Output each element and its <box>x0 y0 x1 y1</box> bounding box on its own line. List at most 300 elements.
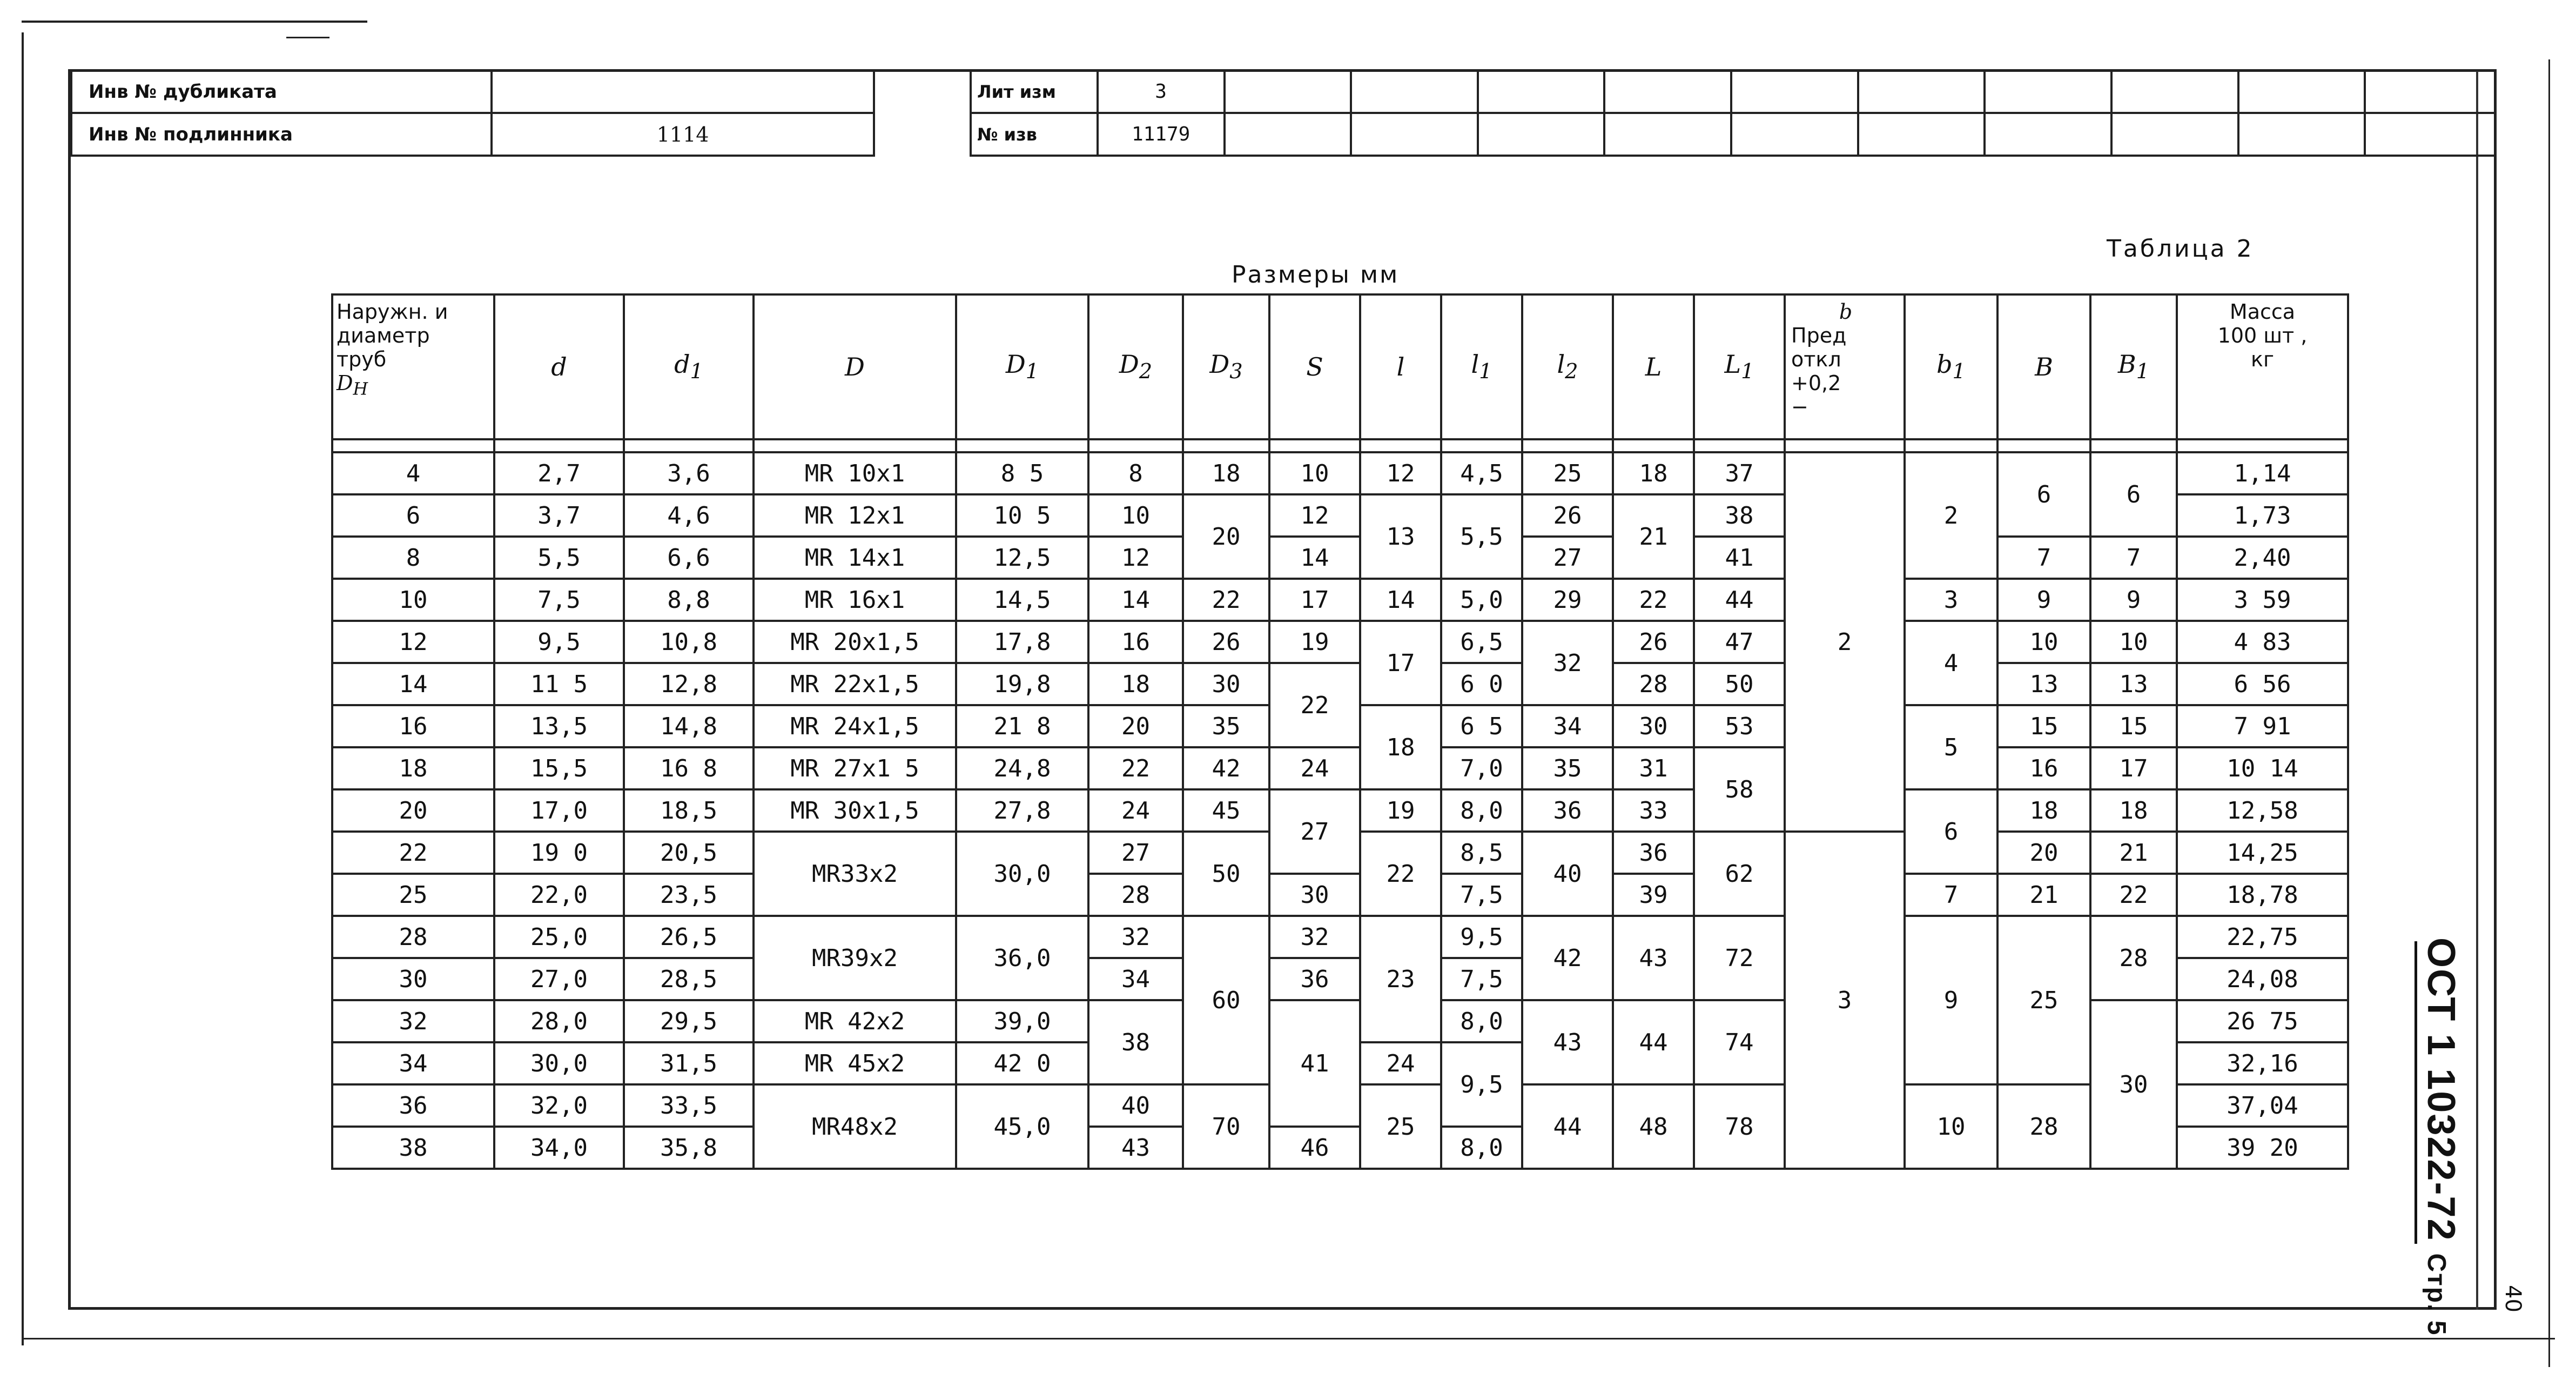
cell-dn: 36 <box>332 1084 494 1127</box>
stamp-row <box>971 113 2496 156</box>
cell-l: 24 <box>1360 1042 1441 1084</box>
cell-l2: 40 <box>1522 832 1613 916</box>
standard-code-text <box>2419 937 2463 1336</box>
header-symbol: D <box>1119 350 1139 379</box>
cell-b: 3 <box>1785 832 1905 1169</box>
cell-D1: 21 8 <box>956 705 1088 747</box>
header-symbol: D <box>1005 350 1026 379</box>
cell-dn: 12 <box>332 621 494 663</box>
cell-d: 34,0 <box>494 1127 624 1169</box>
header-line: откл <box>1791 347 1841 371</box>
cell-L: 28 <box>1613 663 1694 705</box>
cell-b1: 5 <box>1905 705 1997 789</box>
cell-b1: 6 <box>1905 789 1997 874</box>
standard-code: ОСТ 1 10322-72 <box>2419 937 2463 1242</box>
cell-B1: 7 <box>2090 537 2177 579</box>
stamp-value: 11179 <box>1098 113 1225 156</box>
cell-l1: 5,0 <box>1441 579 1522 621</box>
header-line: +0,2 <box>1791 371 1841 395</box>
cell-S: 14 <box>1269 537 1360 579</box>
cell-B1: 9 <box>2090 579 2177 621</box>
cell-l2: 35 <box>1522 747 1613 789</box>
cell-l1: 9,5 <box>1441 916 1522 958</box>
cell-d: 30,0 <box>494 1042 624 1084</box>
cell-l1: 7,0 <box>1441 747 1522 789</box>
cell-d1: 29,5 <box>624 1000 754 1042</box>
header-subscript: 1 <box>1741 359 1754 384</box>
cell-d: 32,0 <box>494 1084 624 1127</box>
cell-d1: 18,5 <box>624 789 754 832</box>
table-row <box>332 789 2348 832</box>
stamp-value <box>492 70 874 113</box>
cell-D1: 30,0 <box>956 832 1088 916</box>
cell-B1: 21 <box>2090 832 2177 874</box>
cell-L1: 72 <box>1694 916 1785 1000</box>
stamp-label: № изв <box>971 113 1098 156</box>
header-symbol: l <box>1557 350 1565 379</box>
cell-d: 3,7 <box>494 494 624 537</box>
stamp-cell <box>1858 113 1985 156</box>
units-label: Размеры мм <box>1232 261 1400 289</box>
cell-mass: 12,58 <box>2177 789 2348 832</box>
col-header-d1 <box>624 294 754 439</box>
cell-L1: 37 <box>1694 452 1785 494</box>
header-symbol: b <box>1839 300 1853 324</box>
cell-L: 36 <box>1613 832 1694 874</box>
stamp-cell <box>1478 113 1605 156</box>
cell-d1: 3,6 <box>624 452 754 494</box>
cell-D1: 19,8 <box>956 663 1088 705</box>
cell-d: 27,0 <box>494 958 624 1000</box>
cell-d: 19 0 <box>494 832 624 874</box>
cell-B: 25 <box>1997 916 2090 1084</box>
cell-D1: 45,0 <box>956 1084 1088 1169</box>
cell-mass: 37,04 <box>2177 1084 2348 1127</box>
stamp-changes <box>970 69 2497 157</box>
header-gap <box>332 439 2348 452</box>
cell-S: 36 <box>1269 958 1360 1000</box>
header-symbol: D <box>845 352 865 381</box>
cell-mass: 2,40 <box>2177 537 2348 579</box>
cell-l1: 8,5 <box>1441 832 1522 874</box>
cell-S: 24 <box>1269 747 1360 789</box>
cell-dn: 20 <box>332 789 494 832</box>
cell-D1: 17,8 <box>956 621 1088 663</box>
cell-B1: 17 <box>2090 747 2177 789</box>
cell-d1: 12,8 <box>624 663 754 705</box>
header-symbol: d <box>551 352 567 381</box>
stamp-cell <box>2111 70 2238 113</box>
cell-B1: 15 <box>2090 705 2177 747</box>
cell-d: 9,5 <box>494 621 624 663</box>
cell-dn: 25 <box>332 874 494 916</box>
cell-d: 22,0 <box>494 874 624 916</box>
cell-S: 19 <box>1269 621 1360 663</box>
cell-mass: 6 56 <box>2177 663 2348 705</box>
cell-dn: 22 <box>332 832 494 874</box>
cell-S: 22 <box>1269 663 1360 747</box>
col-header-l1 <box>1441 294 1522 439</box>
cell-mass: 3 59 <box>2177 579 2348 621</box>
cell-S: 17 <box>1269 579 1360 621</box>
cell-mass: 14,25 <box>2177 832 2348 874</box>
cell-d1: 10,8 <box>624 621 754 663</box>
col-header-D <box>754 294 956 439</box>
header-line: Масса <box>2229 300 2296 324</box>
cell-b1: 2 <box>1905 452 1997 579</box>
cell-L1: 58 <box>1694 747 1785 832</box>
cell-L1: 41 <box>1694 537 1785 579</box>
cell-S: 10 <box>1269 452 1360 494</box>
cell-d1: 4,6 <box>624 494 754 537</box>
cell-l1: 8,0 <box>1441 789 1522 832</box>
header-symbol: D <box>1209 350 1230 379</box>
cell-L: 39 <box>1613 874 1694 916</box>
stamp-cell <box>1351 113 1478 156</box>
header-line: 100 шт , <box>2217 324 2308 347</box>
cell-dn: 14 <box>332 663 494 705</box>
cell-D3: 35 <box>1183 705 1269 747</box>
col-header-D3 <box>1183 294 1269 439</box>
cell-L1: 38 <box>1694 494 1785 537</box>
cell-D: MR 45x2 <box>754 1042 956 1084</box>
header-symbol: B <box>2035 352 2053 381</box>
cell-B1: 22 <box>2090 874 2177 916</box>
header-subscript: 1 <box>1479 359 1492 384</box>
cell-B: 6 <box>1997 452 2090 537</box>
cell-S: 30 <box>1269 874 1360 916</box>
cell-mass: 39 20 <box>2177 1127 2348 1169</box>
cell-l: 14 <box>1360 579 1441 621</box>
bottom-edge-line <box>22 1338 2555 1339</box>
cell-D1: 27,8 <box>956 789 1088 832</box>
col-header-l <box>1360 294 1441 439</box>
header-symbol: b <box>1936 350 1953 379</box>
cell-B: 9 <box>1997 579 2090 621</box>
cell-L1: 50 <box>1694 663 1785 705</box>
cell-D: MR48x2 <box>754 1084 956 1169</box>
col-header-L <box>1613 294 1694 439</box>
cell-L: 21 <box>1613 494 1694 579</box>
header-row <box>332 294 2348 439</box>
cell-D1: 12,5 <box>956 537 1088 579</box>
cell-d1: 20,5 <box>624 832 754 874</box>
stamp-cell <box>1225 113 1351 156</box>
cell-B: 16 <box>1997 747 2090 789</box>
cell-S: 41 <box>1269 1000 1360 1127</box>
col-header-l2 <box>1522 294 1613 439</box>
cell-L: 48 <box>1613 1084 1694 1169</box>
cell-L: 26 <box>1613 621 1694 663</box>
stamp-cell <box>2365 70 2496 113</box>
col-header-b1 <box>1905 294 1997 439</box>
stamp-label: Инв № подлинника <box>71 113 492 156</box>
cell-B1: 18 <box>2090 789 2177 832</box>
cell-D: MR 42x2 <box>754 1000 956 1042</box>
cell-dn: 10 <box>332 579 494 621</box>
cell-L: 22 <box>1613 579 1694 621</box>
cell-d: 15,5 <box>494 747 624 789</box>
cell-D: MR 30x1,5 <box>754 789 956 832</box>
cell-d1: 28,5 <box>624 958 754 1000</box>
cell-d: 2,7 <box>494 452 624 494</box>
header-subscript: 1 <box>1025 359 1039 384</box>
cell-dn: 18 <box>332 747 494 789</box>
cell-S: 27 <box>1269 789 1360 874</box>
cell-l2: 44 <box>1522 1084 1613 1169</box>
cell-d1: 23,5 <box>624 874 754 916</box>
stamp-cell <box>1604 113 1731 156</box>
table-row <box>332 916 2348 958</box>
left-edge-line <box>22 32 24 1345</box>
cell-L: 30 <box>1613 705 1694 747</box>
cell-D2: 20 <box>1088 705 1183 747</box>
cell-dn: 28 <box>332 916 494 958</box>
cell-D1: 10 5 <box>956 494 1088 537</box>
cell-L1: 47 <box>1694 621 1785 663</box>
cell-l: 22 <box>1360 832 1441 916</box>
cell-mass: 1,14 <box>2177 452 2348 494</box>
cell-D2: 18 <box>1088 663 1183 705</box>
cell-mass: 26 75 <box>2177 1000 2348 1042</box>
cell-dn: 6 <box>332 494 494 537</box>
cell-mass: 10 14 <box>2177 747 2348 789</box>
cell-D2: 24 <box>1088 789 1183 832</box>
cell-dn: 30 <box>332 958 494 1000</box>
col-header-b <box>1785 294 1905 439</box>
cell-l: 19 <box>1360 789 1441 832</box>
cell-D1: 36,0 <box>956 916 1088 1000</box>
cell-B: 7 <box>1997 537 2090 579</box>
cell-d1: 16 8 <box>624 747 754 789</box>
header-subscript: Н <box>353 379 368 399</box>
cell-l2: 29 <box>1522 579 1613 621</box>
cell-L: 33 <box>1613 789 1694 832</box>
cell-l1: 6 5 <box>1441 705 1522 747</box>
header-symbol: B <box>2117 350 2136 379</box>
cell-B: 18 <box>1997 789 2090 832</box>
cell-d: 17,0 <box>494 789 624 832</box>
cell-dn: 8 <box>332 537 494 579</box>
page-label: Стр. 5 <box>2422 1253 2451 1336</box>
cell-D: MR39x2 <box>754 916 956 1000</box>
cell-B1: 28 <box>2090 916 2177 1000</box>
cell-D2: 14 <box>1088 579 1183 621</box>
cell-l: 12 <box>1360 452 1441 494</box>
cell-dn: 32 <box>332 1000 494 1042</box>
cell-L1: 44 <box>1694 579 1785 621</box>
cell-l1: 9,5 <box>1441 1042 1522 1127</box>
header-subscript: 2 <box>1565 359 1578 384</box>
table-caption: Таблица 2 <box>2107 235 2254 263</box>
cell-l: 17 <box>1360 621 1441 705</box>
cell-D2: 27 <box>1088 832 1183 874</box>
cell-d: 28,0 <box>494 1000 624 1042</box>
col-header-D1 <box>956 294 1088 439</box>
cell-mass: 7 91 <box>2177 705 2348 747</box>
top-rule <box>22 21 367 23</box>
cell-l1: 8,0 <box>1441 1127 1522 1169</box>
header-line: Наружн. и <box>337 300 448 324</box>
cell-L: 44 <box>1613 1000 1694 1084</box>
col-header-dn <box>332 294 494 439</box>
cell-L: 31 <box>1613 747 1694 789</box>
header-line: труб <box>337 347 387 371</box>
table-row <box>332 452 2348 494</box>
cell-dn: 16 <box>332 705 494 747</box>
header-symbol: D <box>337 371 353 395</box>
col-header-B1 <box>2090 294 2177 439</box>
cell-D2: 34 <box>1088 958 1183 1000</box>
cell-D3: 60 <box>1183 916 1269 1084</box>
header-symbol: L <box>1645 352 1662 381</box>
page-number-text: 40 <box>2500 1285 2525 1312</box>
cell-b1: 7 <box>1905 874 1997 916</box>
cell-D2: 43 <box>1088 1127 1183 1169</box>
stamp-cell <box>1225 70 1351 113</box>
cell-L1: 53 <box>1694 705 1785 747</box>
cell-B: 20 <box>1997 832 2090 874</box>
cell-D3: 26 <box>1183 621 1269 663</box>
cell-l2: 32 <box>1522 621 1613 705</box>
stamp-cell <box>1604 70 1731 113</box>
cell-L1: 62 <box>1694 832 1785 916</box>
header-line: − <box>1791 395 1808 419</box>
header-subscript: 3 <box>1229 359 1243 384</box>
cell-l2: 43 <box>1522 1000 1613 1084</box>
col-header-L1 <box>1694 294 1785 439</box>
cell-D3: 22 <box>1183 579 1269 621</box>
stamp-cell <box>2238 70 2365 113</box>
cell-mass: 32,16 <box>2177 1042 2348 1084</box>
cell-l1: 5,5 <box>1441 494 1522 579</box>
table-row <box>332 747 2348 789</box>
stamp-row <box>971 70 2496 113</box>
cell-D3: 45 <box>1183 789 1269 832</box>
stamp-cell <box>1351 70 1478 113</box>
cell-L1: 78 <box>1694 1084 1785 1169</box>
cell-L1: 74 <box>1694 1000 1785 1084</box>
cell-B1: 6 <box>2090 452 2177 537</box>
cell-D1: 24,8 <box>956 747 1088 789</box>
designation-rule <box>2414 941 2417 1244</box>
cell-d1: 31,5 <box>624 1042 754 1084</box>
cell-D1: 14,5 <box>956 579 1088 621</box>
cell-d1: 26,5 <box>624 916 754 958</box>
stamp-cell <box>2111 113 2238 156</box>
cell-L: 43 <box>1613 916 1694 1000</box>
cell-B: 10 <box>1997 621 2090 663</box>
cell-D: MR 22x1,5 <box>754 663 956 705</box>
stamp-cell <box>1985 113 2111 156</box>
top-rule-short <box>286 37 329 38</box>
cell-d1: 14,8 <box>624 705 754 747</box>
cell-B1: 13 <box>2090 663 2177 705</box>
header-symbol: L <box>1724 350 1741 379</box>
right-edge-line <box>2548 59 2550 1367</box>
cell-d1: 33,5 <box>624 1084 754 1127</box>
cell-S: 12 <box>1269 494 1360 537</box>
stamp-value: 3 <box>1098 70 1225 113</box>
stamp-cell <box>2365 113 2496 156</box>
cell-dn: 38 <box>332 1127 494 1169</box>
stamp-value: 1114 <box>492 113 874 156</box>
cell-d: 11 5 <box>494 663 624 705</box>
cell-d: 13,5 <box>494 705 624 747</box>
cell-D3: 18 <box>1183 452 1269 494</box>
cell-l: 18 <box>1360 705 1441 789</box>
cell-b1: 4 <box>1905 621 1997 705</box>
table-row <box>332 537 2348 579</box>
cell-D3: 42 <box>1183 747 1269 789</box>
cell-D3: 70 <box>1183 1084 1269 1169</box>
cell-D3: 30 <box>1183 663 1269 705</box>
cell-B: 13 <box>1997 663 2090 705</box>
cell-l1: 6 0 <box>1441 663 1522 705</box>
cell-l1: 7,5 <box>1441 958 1522 1000</box>
cell-l: 25 <box>1360 1084 1441 1169</box>
dimensions-table <box>331 293 2349 1170</box>
cell-B1: 10 <box>2090 621 2177 663</box>
cell-D2: 8 <box>1088 452 1183 494</box>
header-symbol: d <box>674 350 690 379</box>
cell-D1: 39,0 <box>956 1000 1088 1042</box>
cell-B1: 30 <box>2090 1000 2177 1169</box>
cell-D2: 38 <box>1088 1000 1183 1084</box>
table-row <box>332 579 2348 621</box>
cell-l1: 4,5 <box>1441 452 1522 494</box>
header-line: кг <box>2251 347 2274 371</box>
stamp-cell <box>1731 70 1858 113</box>
header-subscript: 1 <box>2136 359 2150 384</box>
cell-l2: 25 <box>1522 452 1613 494</box>
stamp-cell <box>1858 70 1985 113</box>
cell-l2: 26 <box>1522 494 1613 537</box>
cell-D: MR 10x1 <box>754 452 956 494</box>
cell-dn: 4 <box>332 452 494 494</box>
cell-L: 18 <box>1613 452 1694 494</box>
col-header-B <box>1997 294 2090 439</box>
cell-d1: 8,8 <box>624 579 754 621</box>
cell-l: 23 <box>1360 916 1441 1042</box>
cell-l1: 8,0 <box>1441 1000 1522 1042</box>
cell-D1: 8 5 <box>956 452 1088 494</box>
cell-d: 7,5 <box>494 579 624 621</box>
stamp-row <box>71 113 874 156</box>
header-subscript: 1 <box>1952 359 1966 384</box>
cell-d: 25,0 <box>494 916 624 958</box>
cell-mass: 4 83 <box>2177 621 2348 663</box>
stamp-label: Лит изм <box>971 70 1098 113</box>
header-subscript: 1 <box>690 359 703 384</box>
stamp-cell <box>2238 113 2365 156</box>
cell-mass: 18,78 <box>2177 874 2348 916</box>
cell-S: 46 <box>1269 1127 1360 1169</box>
table-row <box>332 874 2348 916</box>
cell-d1: 35,8 <box>624 1127 754 1169</box>
cell-l2: 42 <box>1522 916 1613 1000</box>
page-number <box>2497 1285 2529 1321</box>
cell-B: 15 <box>1997 705 2090 747</box>
cell-D2: 22 <box>1088 747 1183 789</box>
cell-D: MR 12x1 <box>754 494 956 537</box>
header-line: диаметр <box>337 324 430 347</box>
cell-b1: 3 <box>1905 579 1997 621</box>
cell-D3: 20 <box>1183 494 1269 579</box>
cell-D: MR 14x1 <box>754 537 956 579</box>
cell-D2: 40 <box>1088 1084 1183 1127</box>
cell-b1: 9 <box>1905 916 1997 1084</box>
